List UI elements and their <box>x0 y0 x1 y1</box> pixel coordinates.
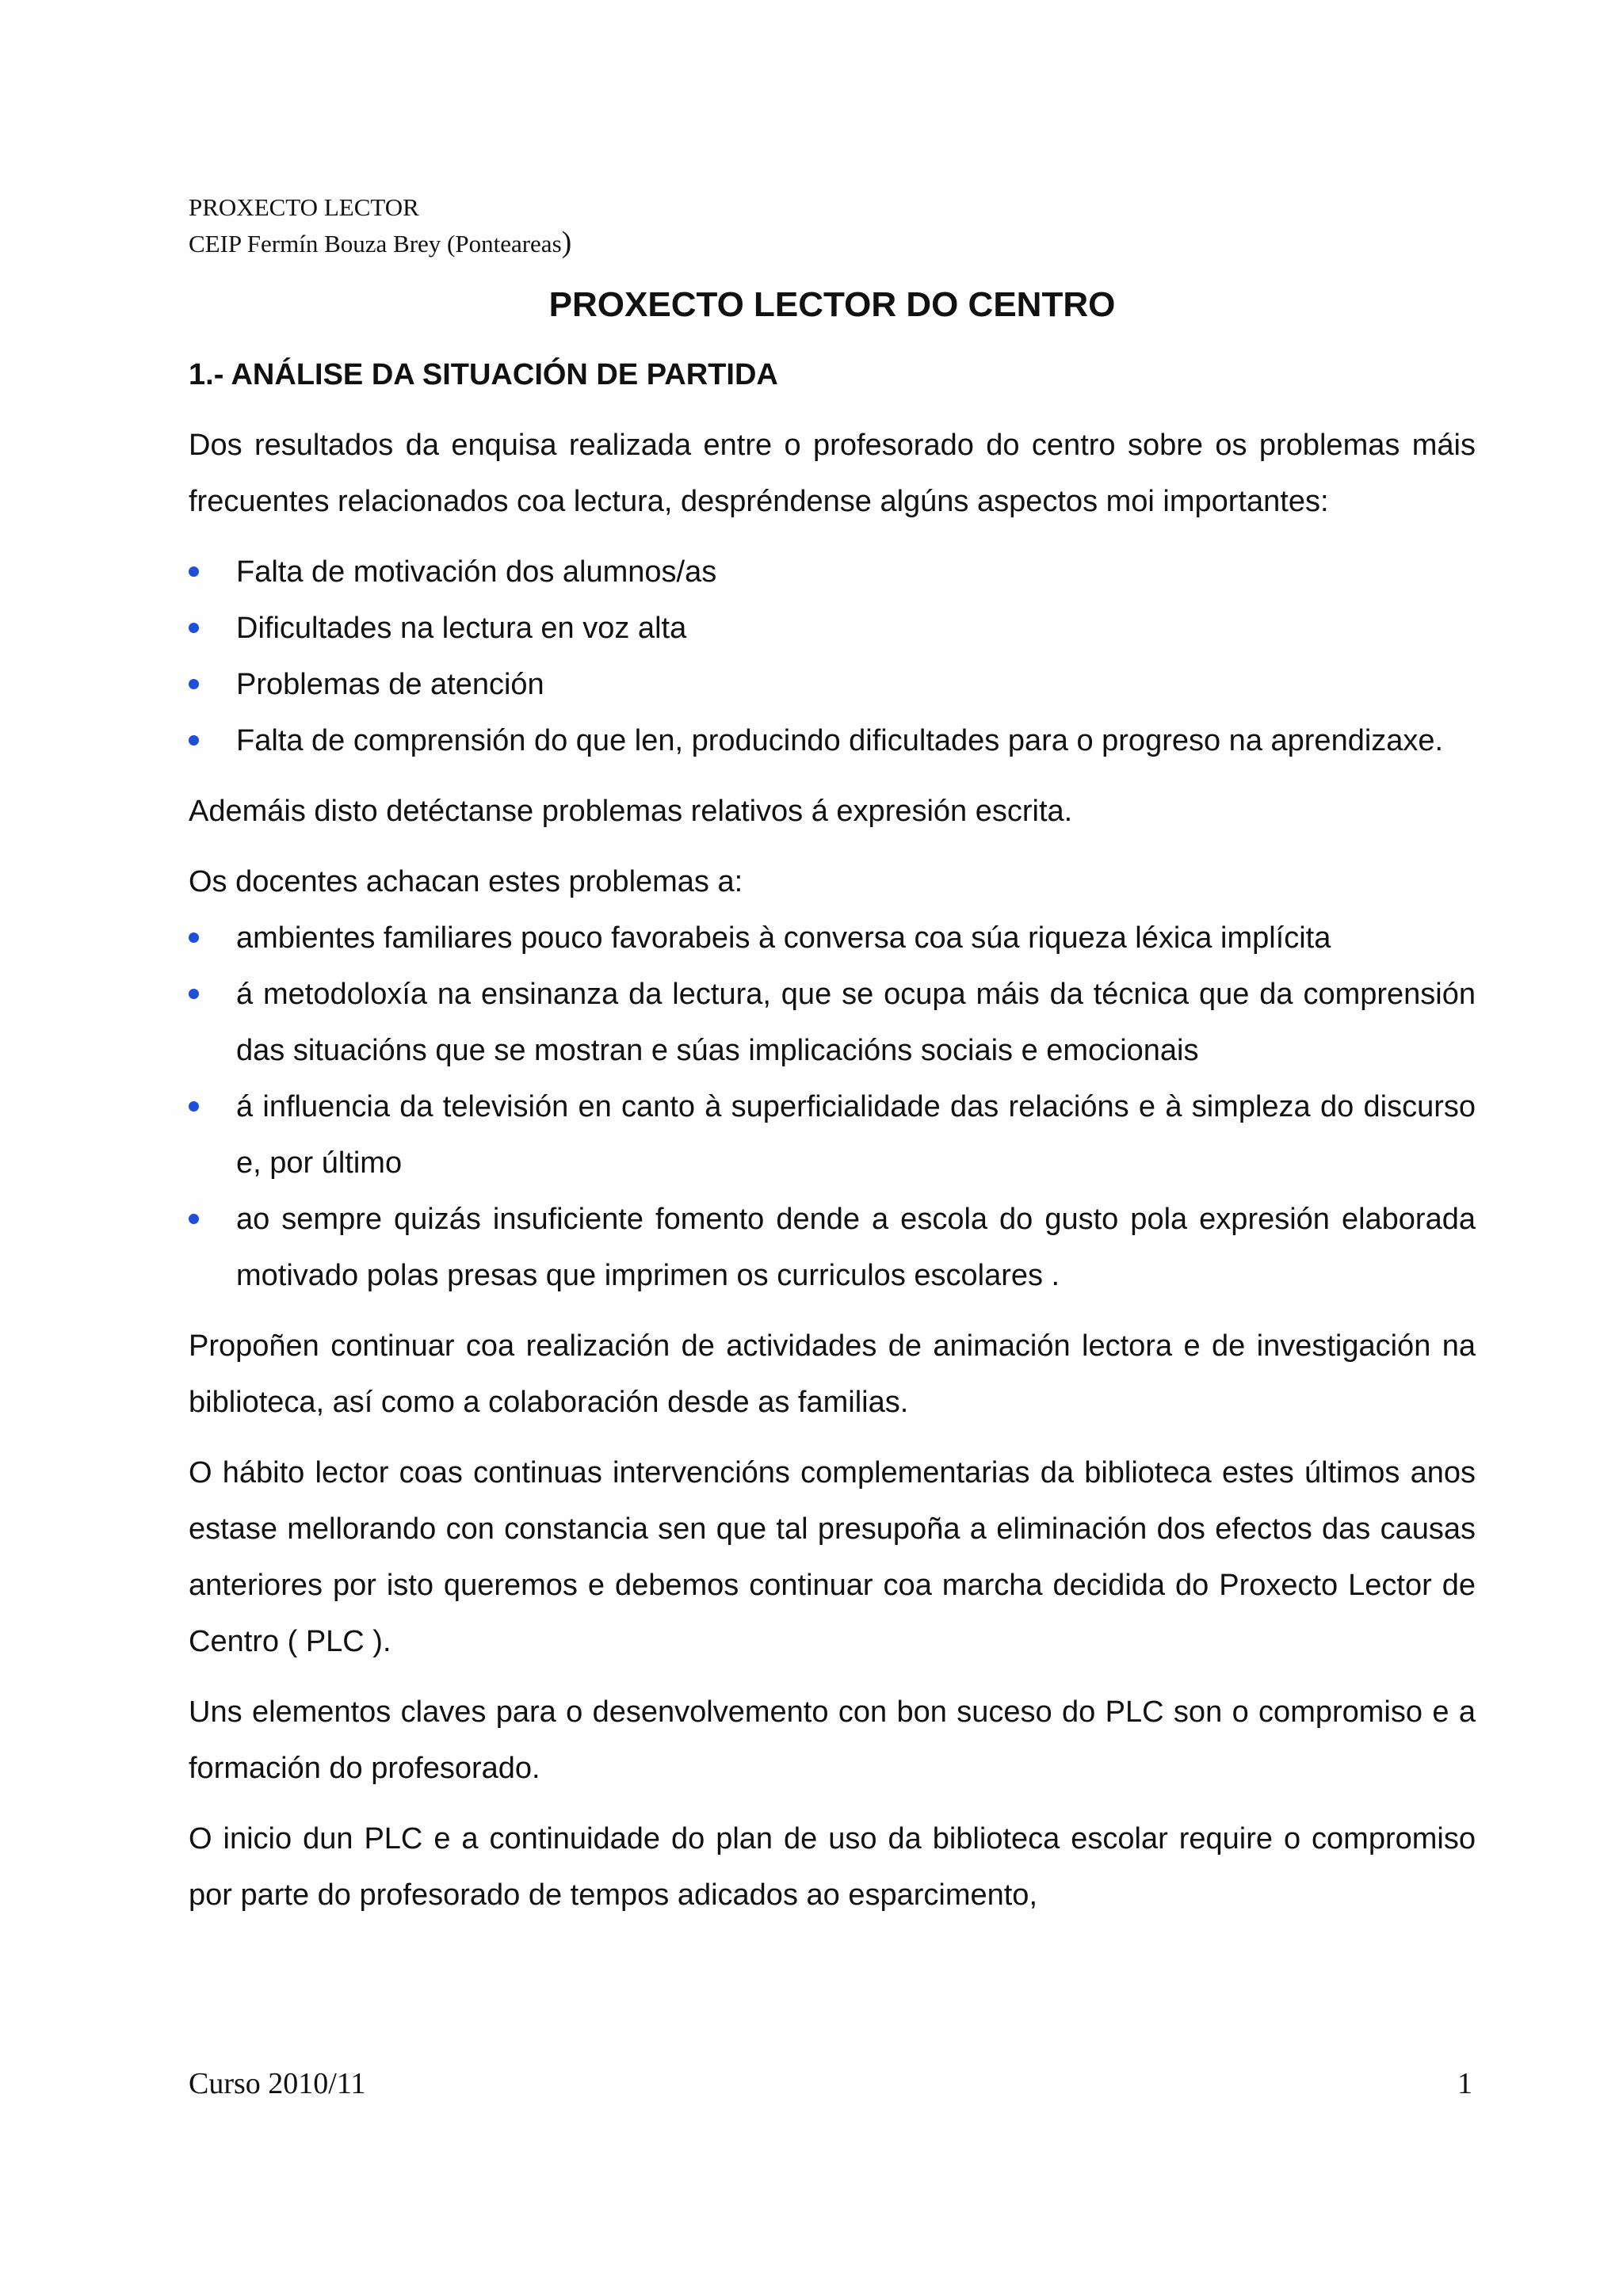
header-project-name: PROXECTO LECTOR <box>189 193 419 221</box>
bullet-icon <box>189 679 199 689</box>
header-school-name <box>189 225 571 261</box>
list-item-text: á metodoloxía na ensinanza da lectura, que se ocupa máis da técnica que da comprensión das situacións que se mostran e súas implicacións sociais e emocionais <box>236 978 1476 1067</box>
list-item <box>189 967 1476 1079</box>
paragraph-habito: O hábito lector coas continuas intervencións complementarias da biblioteca estes últimos anos estase mellorando con constancia sen que tal presupoña a eliminación dos efectos das causas anteriores por isto queremos e debemos continuar coa marcha decidida do Proxecto Lector de Centro ( PLC ). <box>189 1456 1476 1658</box>
list-item-text: Problemas de atención <box>236 668 544 701</box>
section-heading: 1.- ANÁLISE DA SITUACIÓN DE PARTIDA <box>189 358 778 391</box>
paragraph-elementos: Uns elementos claves para o desenvolvemento con bon suceso do PLC son o compromiso e a formación do profesorado. <box>189 1695 1476 1785</box>
bullet-icon <box>189 566 199 577</box>
paragraph-proponen: Propoñen continuar coa realización de actividades de animación lectora e de investigación na biblioteca, así como a colaboración desde as familias. <box>189 1329 1476 1419</box>
list-item <box>189 544 1476 601</box>
bullet-icon <box>189 1101 199 1112</box>
list-item-text: á influencia da televisión en canto à superficialidade das relacións e à simpleza do discurso e, por último <box>236 1090 1476 1180</box>
bullet-icon <box>189 623 199 633</box>
list-item <box>189 1079 1476 1192</box>
list-item-text: Dificultades na lectura en voz alta <box>236 612 687 645</box>
list-item-text: ambientes familiares pouco favorabeis à conversa coa súa riqueza léxica implícita <box>236 921 1331 955</box>
list-item <box>189 910 1476 967</box>
bullet-icon <box>189 1214 199 1224</box>
problems-list <box>189 544 1476 769</box>
document-body <box>189 281 1476 1938</box>
list-item <box>189 601 1476 657</box>
page-header <box>189 190 571 261</box>
document-title: PROXECTO LECTOR DO CENTRO <box>548 285 1116 324</box>
page-number: 1 <box>1457 2067 1472 2100</box>
paragraph-intro: Dos resultados da enquisa realizada entre o profesorado do centro sobre os problemas máis frecuentes relacionados coa lectura, despréndense algúns aspectos moi importantes: <box>189 429 1476 518</box>
list-item <box>189 713 1476 769</box>
bullet-icon <box>189 989 199 999</box>
list-item <box>189 1192 1476 1304</box>
paragraph-ademais: Ademáis disto detéctanse problemas relativos á expresión escrita. <box>189 795 1073 828</box>
header-school-paren: ) <box>561 226 572 259</box>
list-item-text: Falta de comprensión do que len, producindo dificultades para o progreso na aprendizaxe. <box>236 724 1444 757</box>
footer-course: Curso 2010/11 <box>189 2067 366 2100</box>
bullet-icon <box>189 933 199 943</box>
header-school-text: CEIP Fermín Bouza Brey (Ponteareas <box>189 230 562 257</box>
list-item <box>189 657 1476 713</box>
paragraph-docentes: Os docentes achacan estes problemas a: <box>189 865 743 898</box>
list-item-text: Falta de motivación dos alumnos/as <box>236 555 717 589</box>
causes-list <box>189 910 1476 1304</box>
paragraph-inicio: O inicio dun PLC e a continuidade do plan de uso da biblioteca escolar require o compromiso por parte do profesorado de tempos adicados ao esparcimento, <box>189 1822 1476 1912</box>
bullet-icon <box>189 735 199 746</box>
list-item-text: ao sempre quizás insuficiente fomento dende a escola do gusto pola expresión elaborada motivado polas presas que imprimen os curriculos escolares . <box>236 1203 1476 1292</box>
